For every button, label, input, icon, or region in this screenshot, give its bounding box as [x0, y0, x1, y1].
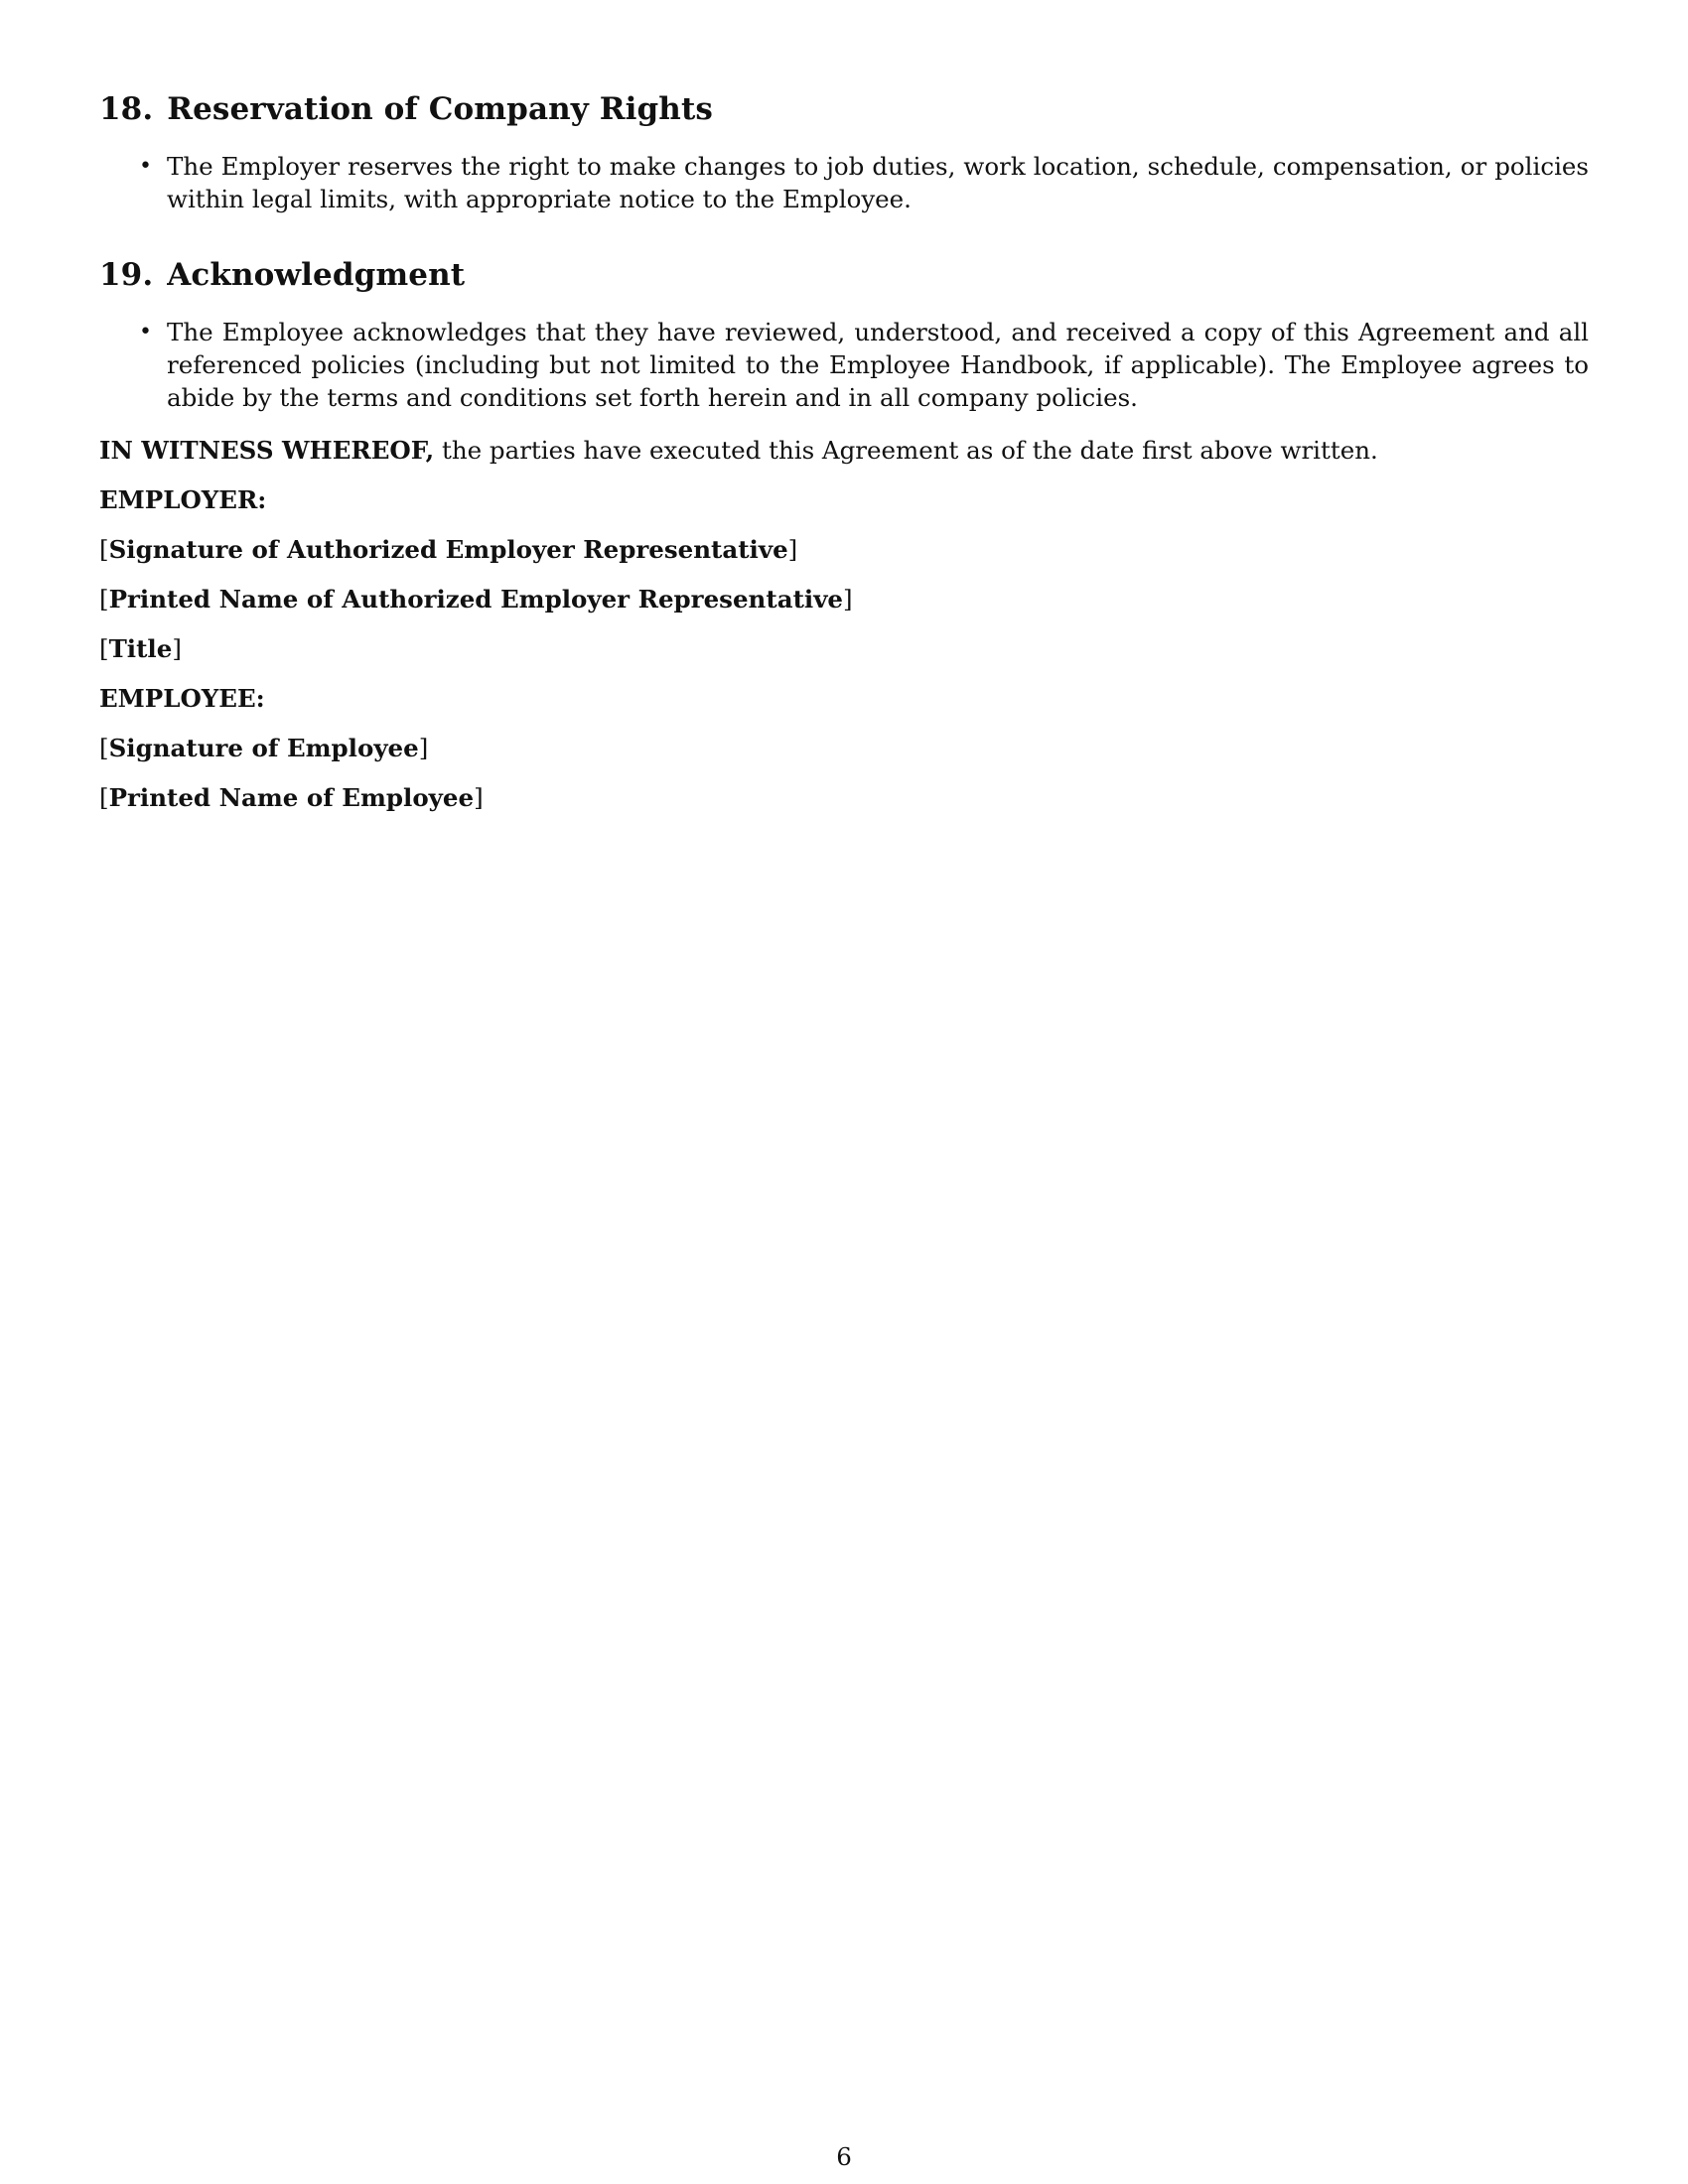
section-title: Reservation of Company Rights — [167, 91, 713, 127]
employer-title-text: Title — [108, 634, 173, 664]
bullet-list — [99, 150, 1589, 215]
section-title: Acknowledgment — [167, 257, 466, 294]
bracket-close: ] — [843, 585, 853, 614]
bracket-open: [ — [99, 783, 109, 813]
bracket-close: ] — [172, 634, 182, 664]
employer-signature-text: Signature of Authorized Employer Representative — [108, 535, 788, 565]
list-item-text: The Employee acknowledges that they have reviewed, understood, and received a copy of this Agreement and all referenced policies (including but not limited to the Employee Handbook, if applicable). The Employee agrees to abide by the terms and conditions set forth herein and in all company policies. — [167, 318, 1589, 413]
section-19 — [99, 257, 1589, 414]
employee-printed-name-text: Printed Name of Employee — [108, 783, 475, 813]
bullet-icon: • — [139, 320, 152, 345]
page-number: 6 — [836, 2142, 852, 2171]
bracket-open: [ — [99, 634, 109, 664]
employer-signature-line — [99, 533, 1589, 566]
section-heading — [99, 91, 1589, 128]
employer-label — [99, 483, 1589, 516]
section-heading — [99, 257, 1589, 294]
bullet-icon: • — [139, 154, 152, 180]
list-item — [99, 150, 1589, 215]
section-number: 19. — [99, 257, 154, 294]
bracket-open: [ — [99, 585, 109, 614]
witness-clause — [99, 434, 1589, 467]
bullet-list — [99, 316, 1589, 414]
employer-label-text: EMPLOYER: — [99, 485, 267, 515]
bracket-open: [ — [99, 734, 109, 763]
bracket-open: [ — [99, 535, 109, 565]
employee-label — [99, 682, 1589, 715]
employee-label-text: EMPLOYEE: — [99, 684, 265, 714]
bracket-close: ] — [787, 535, 798, 565]
witness-lead: IN WITNESS WHEREOF, — [99, 436, 435, 466]
witness-text: the parties have executed this Agreement as of the date first above written. — [434, 436, 1378, 466]
list-item-text: The Employer reserves the right to make changes to job duties, work location, schedule, compensation, or policies within legal limits, with appropriate notice to the Employee. — [167, 152, 1589, 214]
bracket-close: ] — [474, 783, 484, 813]
list-item — [99, 316, 1589, 414]
document-page — [99, 91, 1589, 831]
section-number: 18. — [99, 91, 154, 127]
employee-printed-name-line — [99, 781, 1589, 814]
section-18 — [99, 91, 1589, 215]
employer-printed-name-line — [99, 583, 1589, 615]
employer-title-line — [99, 632, 1589, 665]
bracket-close: ] — [418, 734, 429, 763]
employee-signature-text: Signature of Employee — [108, 734, 419, 763]
employee-signature-line — [99, 732, 1589, 764]
employer-printed-name-text: Printed Name of Authorized Employer Representative — [108, 585, 844, 614]
